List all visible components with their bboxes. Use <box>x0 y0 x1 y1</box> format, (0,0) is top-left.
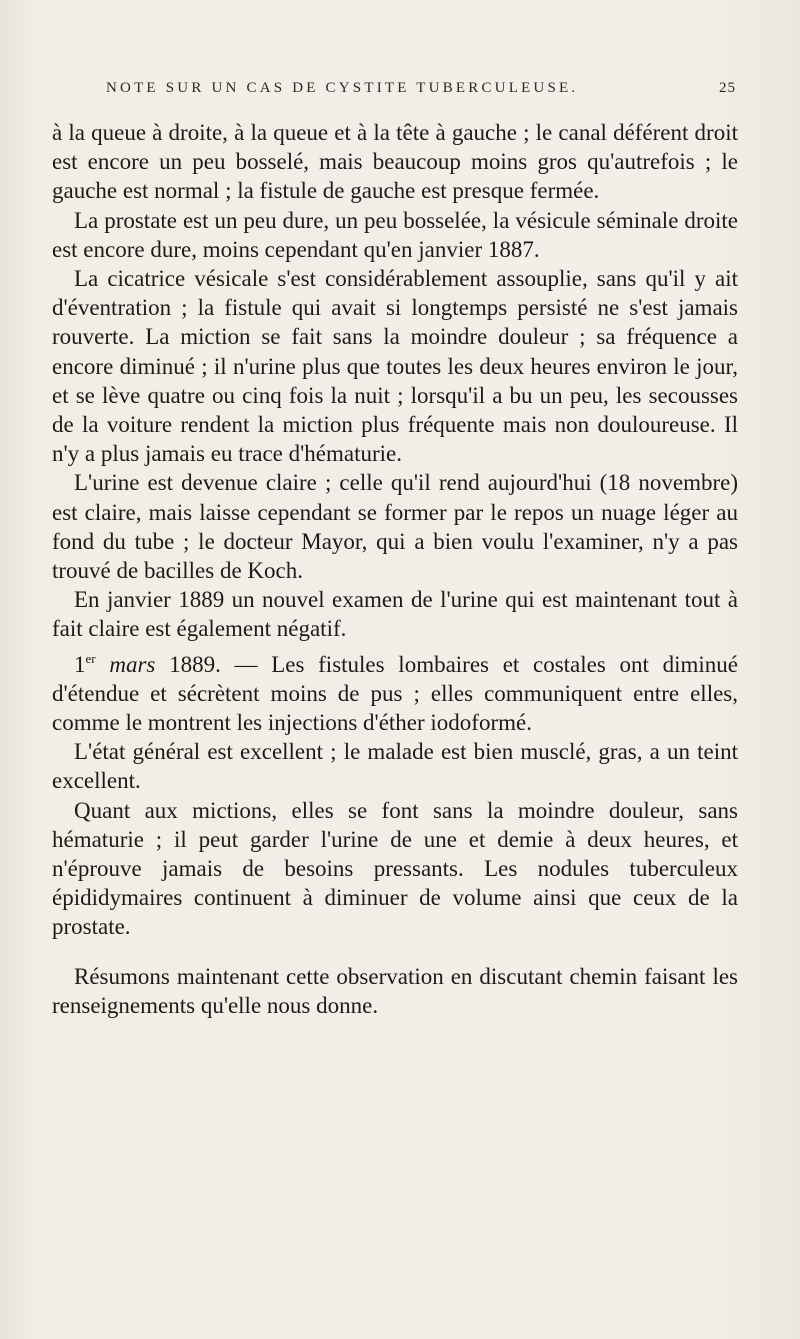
paragraph-3: La cicatrice vésicale s'est considérablement assouplie, sans qu'il y ait d'éventration ; la fistule qui avait si longtemps persisté ne s'est jamais rouverte. La miction se fait sans la moindre douleur ; sa fréquence a encore diminué ; il n'urine plus que toutes les deux heures environ le jour, et se lève quatre ou cinq fois la nuit ; lorsqu'il a bu un peu, les secousses de la voiture rendent la miction plus fréquente mais non douloureuse. Il n'y a plus jamais eu trace d'hématurie. <box>52 266 738 467</box>
date-day: 1 <box>74 651 86 677</box>
date-ordinal: er <box>85 650 96 666</box>
paragraph-6-text: — Les fistules lombaires et costales ont diminué d'étendue et sécrètent moins de pus ; elles communiquent entre elles, comme le montrent les injections d'éther iodoformé. <box>52 651 739 736</box>
body-text <box>52 118 738 1020</box>
running-head-title: NOTE SUR UN CAS DE CYSTITE TUBERCULEUSE. <box>106 80 579 96</box>
page-number: 25 <box>719 80 736 96</box>
date-month: mars <box>109 651 156 677</box>
paragraph-2: La prostate est un peu dure, un peu bosselée, la vésicule séminale droite est encore dure, moins cependant qu'en janvier 1887. <box>52 207 738 262</box>
paragraph-4: L'urine est devenue claire ; celle qu'il rend aujourd'hui (18 novembre) est claire, mais laisse cependant se former par le repos un nuage léger au fond du tube ; le docteur Mayor, qui a bien voulu l'examiner, n'y a pas trouvé de bacilles de Koch. <box>52 470 738 584</box>
date-year: 1889. <box>169 651 221 677</box>
paragraph-5: En janvier 1889 un nouvel examen de l'urine qui est maintenant tout à fait claire est également négatif. <box>52 587 738 642</box>
running-head <box>106 80 736 104</box>
paragraph-9: Résumons maintenant cette observation en discutant chemin faisant les renseignements qu'elle nous donne. <box>52 963 738 1018</box>
paragraph-1: à la queue à droite, à la queue et à la tête à gauche ; le canal déférent droit est encore un peu bosselé, mais beaucoup moins gros qu'autrefois ; le gauche est normal ; la fistule de gauche est presque fermée. <box>52 120 738 204</box>
paragraph-7: L'état général est excellent ; le malade est bien musclé, gras, a un teint excellent. <box>52 739 738 794</box>
paragraph-8: Quant aux mictions, elles se font sans la moindre douleur, sans hématurie ; il peut garder l'urine de une et demie à deux heures, et n'éprouve jamais de besoins pressants. Les nodules tuberculeux épididymaires continuent à diminuer de volume ainsi que ceux de la prostate. <box>52 797 738 940</box>
paragraph-6 <box>52 644 738 738</box>
